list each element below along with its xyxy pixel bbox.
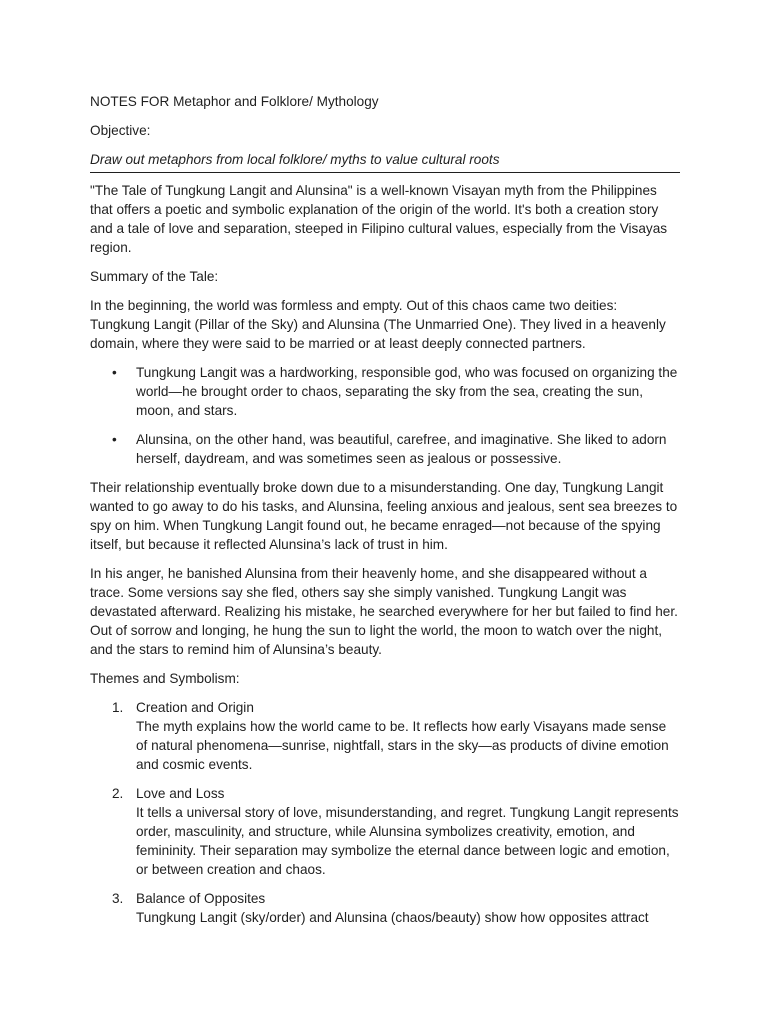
theme-body: Tungkung Langit (sky/order) and Alunsina (chaos/beauty) show how opposites attract [136,910,649,925]
summary-heading: Summary of the Tale: [90,269,219,284]
intro-paragraph: "The Tale of Tungkung Langit and Alunsina" is a well-known Visayan myth from the Philippines that offers a poetic and symbolic explanation of the origin of the world. It's both a creation story and a tale of love and separation, steeped in Filipino cultural values, especially from the Visayas region. [90,183,668,255]
list-number: 3. [112,891,124,906]
list-item [90,363,680,420]
objective-label: Objective: [90,123,151,138]
character-bullet-list [90,363,680,468]
list-item [90,889,680,927]
bullet-text: Tungkung Langit was a hardworking, responsible god, who was focused on organizing the world—he brought order to chaos, separating the sky from the sea, creating the sun, moon, and stars. [136,365,678,418]
themes-list [90,698,680,927]
theme-body: The myth explains how the world came to be. It reflects how early Visayans made sense of natural phenomena—sunrise, nightfall, stars in the sky—as products of divine emotion and cosmic events. [136,719,669,772]
relationship-paragraph: Their relationship eventually broke down due to a misunderstanding. One day, Tungkung Langit wanted to go away to do his tasks, and Alunsina, feeling anxious and jealous, sent sea breezes to spy on him. When Tungkung Langit found out, he became enraged—not because of the spying itself, but because it reflected Alunsina’s lack of trust in him. [90,480,678,552]
theme-title: Creation and Origin [136,700,254,715]
list-item [90,698,680,774]
list-number: 2. [112,786,124,801]
objective-text: Draw out metaphors from local folklore/ myths to value cultural roots [90,150,680,173]
summary-paragraph: In the beginning, the world was formless and empty. Out of this chaos came two deities: Tungkung Langit (Pillar of the Sky) and Alunsina (The Unmarried One). They lived in a heavenly domain, where they were said to be married or at least deeply connected partners. [90,298,666,351]
bullet-icon: • [112,365,117,380]
theme-body: It tells a universal story of love, misunderstanding, and regret. Tungkung Langit represents order, masculinity, and structure, while Alunsina symbolizes creativity, emotion, and femininity. Their separation may symbolize the eternal dance between logic and emotion, or between creation and chaos. [136,805,679,877]
bullet-text: Alunsina, on the other hand, was beautiful, carefree, and imaginative. She liked to adorn herself, daydream, and was sometimes seen as jealous or possessive. [136,432,667,466]
theme-title: Love and Loss [136,786,225,801]
bullet-icon: • [112,432,117,447]
document-title: NOTES FOR Metaphor and Folklore/ Mythology [90,94,379,109]
list-item [90,430,680,468]
themes-heading: Themes and Symbolism: [90,671,240,686]
anger-paragraph: In his anger, he banished Alunsina from their heavenly home, and she disappeared without a trace. Some versions say she fled, others say she simply vanished. Tungkung Langit was devastated afterward. Realizing his mistake, he searched everywhere for her but failed to find her. Out of sorrow and longing, he hung the sun to light the world, the moon to watch over the night, and the stars to remind him of Alunsina’s beauty. [90,566,678,657]
document-page [90,92,680,937]
list-number: 1. [112,700,124,715]
theme-title: Balance of Opposites [136,891,266,906]
list-item [90,784,680,879]
